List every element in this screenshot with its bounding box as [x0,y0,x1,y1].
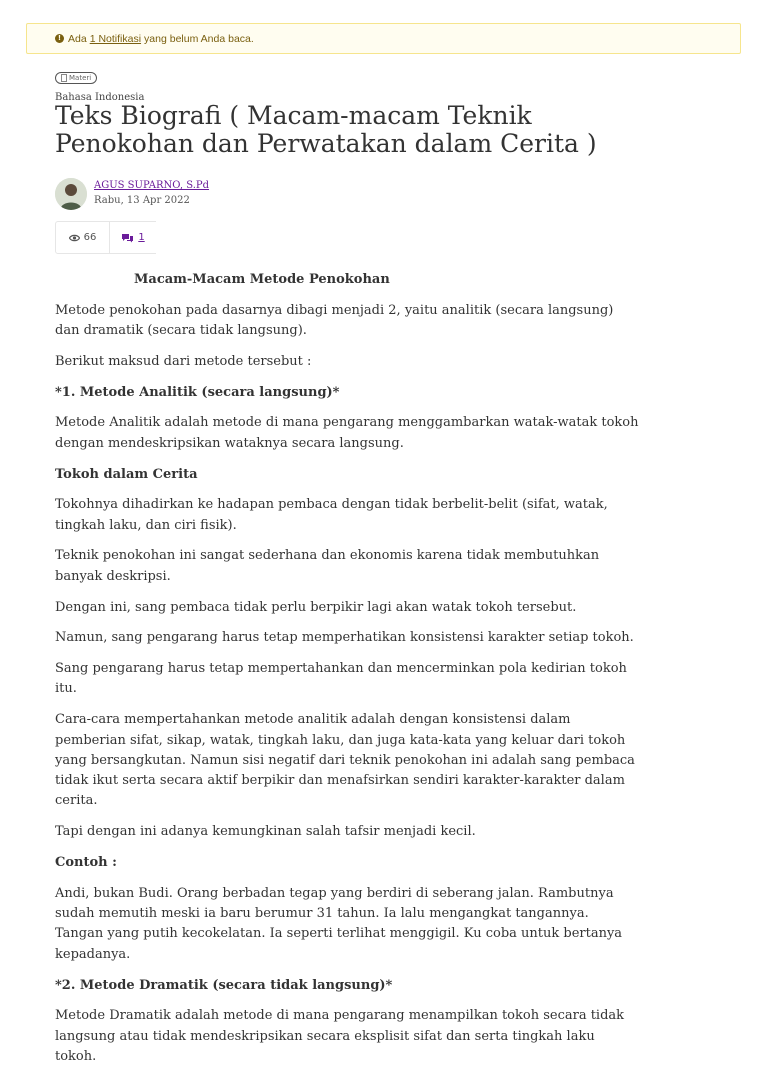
paragraph: Namun, sang pengarang harus tetap memperhatikan konsistensi karakter setiap tokoh. [55,630,634,646]
paragraph: Metode Dramatik adalah metode di mana pengarang menampilkan tokoh secara tidak langsung atau tidak mendeskripsikan secara eksplisit sifat dan serta tingkah laku tokoh. [55,1008,625,1064]
avatar[interactable] [55,178,87,210]
comments-icon [121,233,134,243]
subject-category: Bahasa Indonesia [55,92,145,103]
section-heading: *2. Metode Dramatik (secara tidak langsung)* [55,977,393,993]
notification-prefix: Ada [68,32,87,45]
comments-stat[interactable] [110,221,156,254]
author-link[interactable]: AGUS SUPARNO, S.Pd [94,180,210,191]
page-title: Teks Biografi ( Macam-macam Teknik Penokohan dan Perwatakan dalam Cerita ) [55,101,597,158]
file-icon [61,74,67,82]
paragraph: Sang pengarang harus tetap mempertahankan dan mencerminkan pola kedirian tokoh itu. [55,661,627,697]
section-heading: *1. Metode Analitik (secara langsung)* [55,384,340,400]
section-heading: Macam-Macam Metode Penokohan [134,272,390,287]
badge-label: Materi [69,74,92,82]
article-body [55,270,640,1078]
paragraph: Andi, bukan Budi. Orang berbadan tegap yang berdiri di seberang jalan. Rambutnya sudah memutih meski ia baru berumur 31 tahun. Ia lalu mengangkat tangannya. Tangan yang putih kecokelatan. Ia seperti terlihat menggigil. Ku coba untuk bertanya kepadanya. [55,885,623,962]
notification-link[interactable]: 1 Notifikasi [89,32,142,45]
views-stat [55,221,110,254]
post-stats [55,221,156,254]
paragraph: Cara-cara mempertahankan metode analitik adalah dengan konsistensi dalam pemberian sifat, sikap, watak, tingkah laku, dan juga kata-kata yang keluar dari tokoh yang bersangkutan. Namun sisi negatif dari teknik penokohan ini adalah sang pembaca tidak ikut serta secara aktif berpikir dan menafsirkan sendiri karakter-karakter dalam cerita. [55,712,635,809]
category-badge[interactable] [55,72,97,84]
publish-date: Rabu, 13 Apr 2022 [94,195,190,206]
paragraph: Teknik penokohan ini sangat sederhana dan ekonomis karena tidak membutuhkan banyak deskripsi. [55,548,600,584]
notification-suffix: yang belum Anda baca. [144,32,254,45]
paragraph: Dengan ini, sang pembaca tidak perlu berpikir lagi akan watak tokoh tersebut. [55,599,577,615]
eye-icon [69,234,80,242]
section-heading: Tokoh dalam Cerita [55,466,198,482]
paragraph: Metode penokohan pada dasarnya dibagi menjadi 2, yaitu analitik (secara langsung) dan dramatik (secara tidak langsung). [55,302,614,339]
paragraph: Berikut maksud dari metode tersebut : [55,353,312,369]
paragraph: Tapi dengan ini adanya kemungkinan salah tafsir menjadi kecil. [55,824,476,840]
paragraph: Metode Analitik adalah metode di mana pengarang menggambarkan watak-watak tokoh dengan mendeskripsikan wataknya secara langsung. [55,415,639,451]
notification-banner [26,23,741,54]
section-heading: Contoh : [55,855,117,871]
comments-count: 1 [138,232,145,243]
paragraph: Tokohnya dihadirkan ke hadapan pembaca dengan tidak berbelit-belit (sifat, watak, tingkah laku, dan ciri fisik). [55,497,608,533]
views-count: 66 [83,232,97,243]
info-icon: ! [55,34,64,43]
